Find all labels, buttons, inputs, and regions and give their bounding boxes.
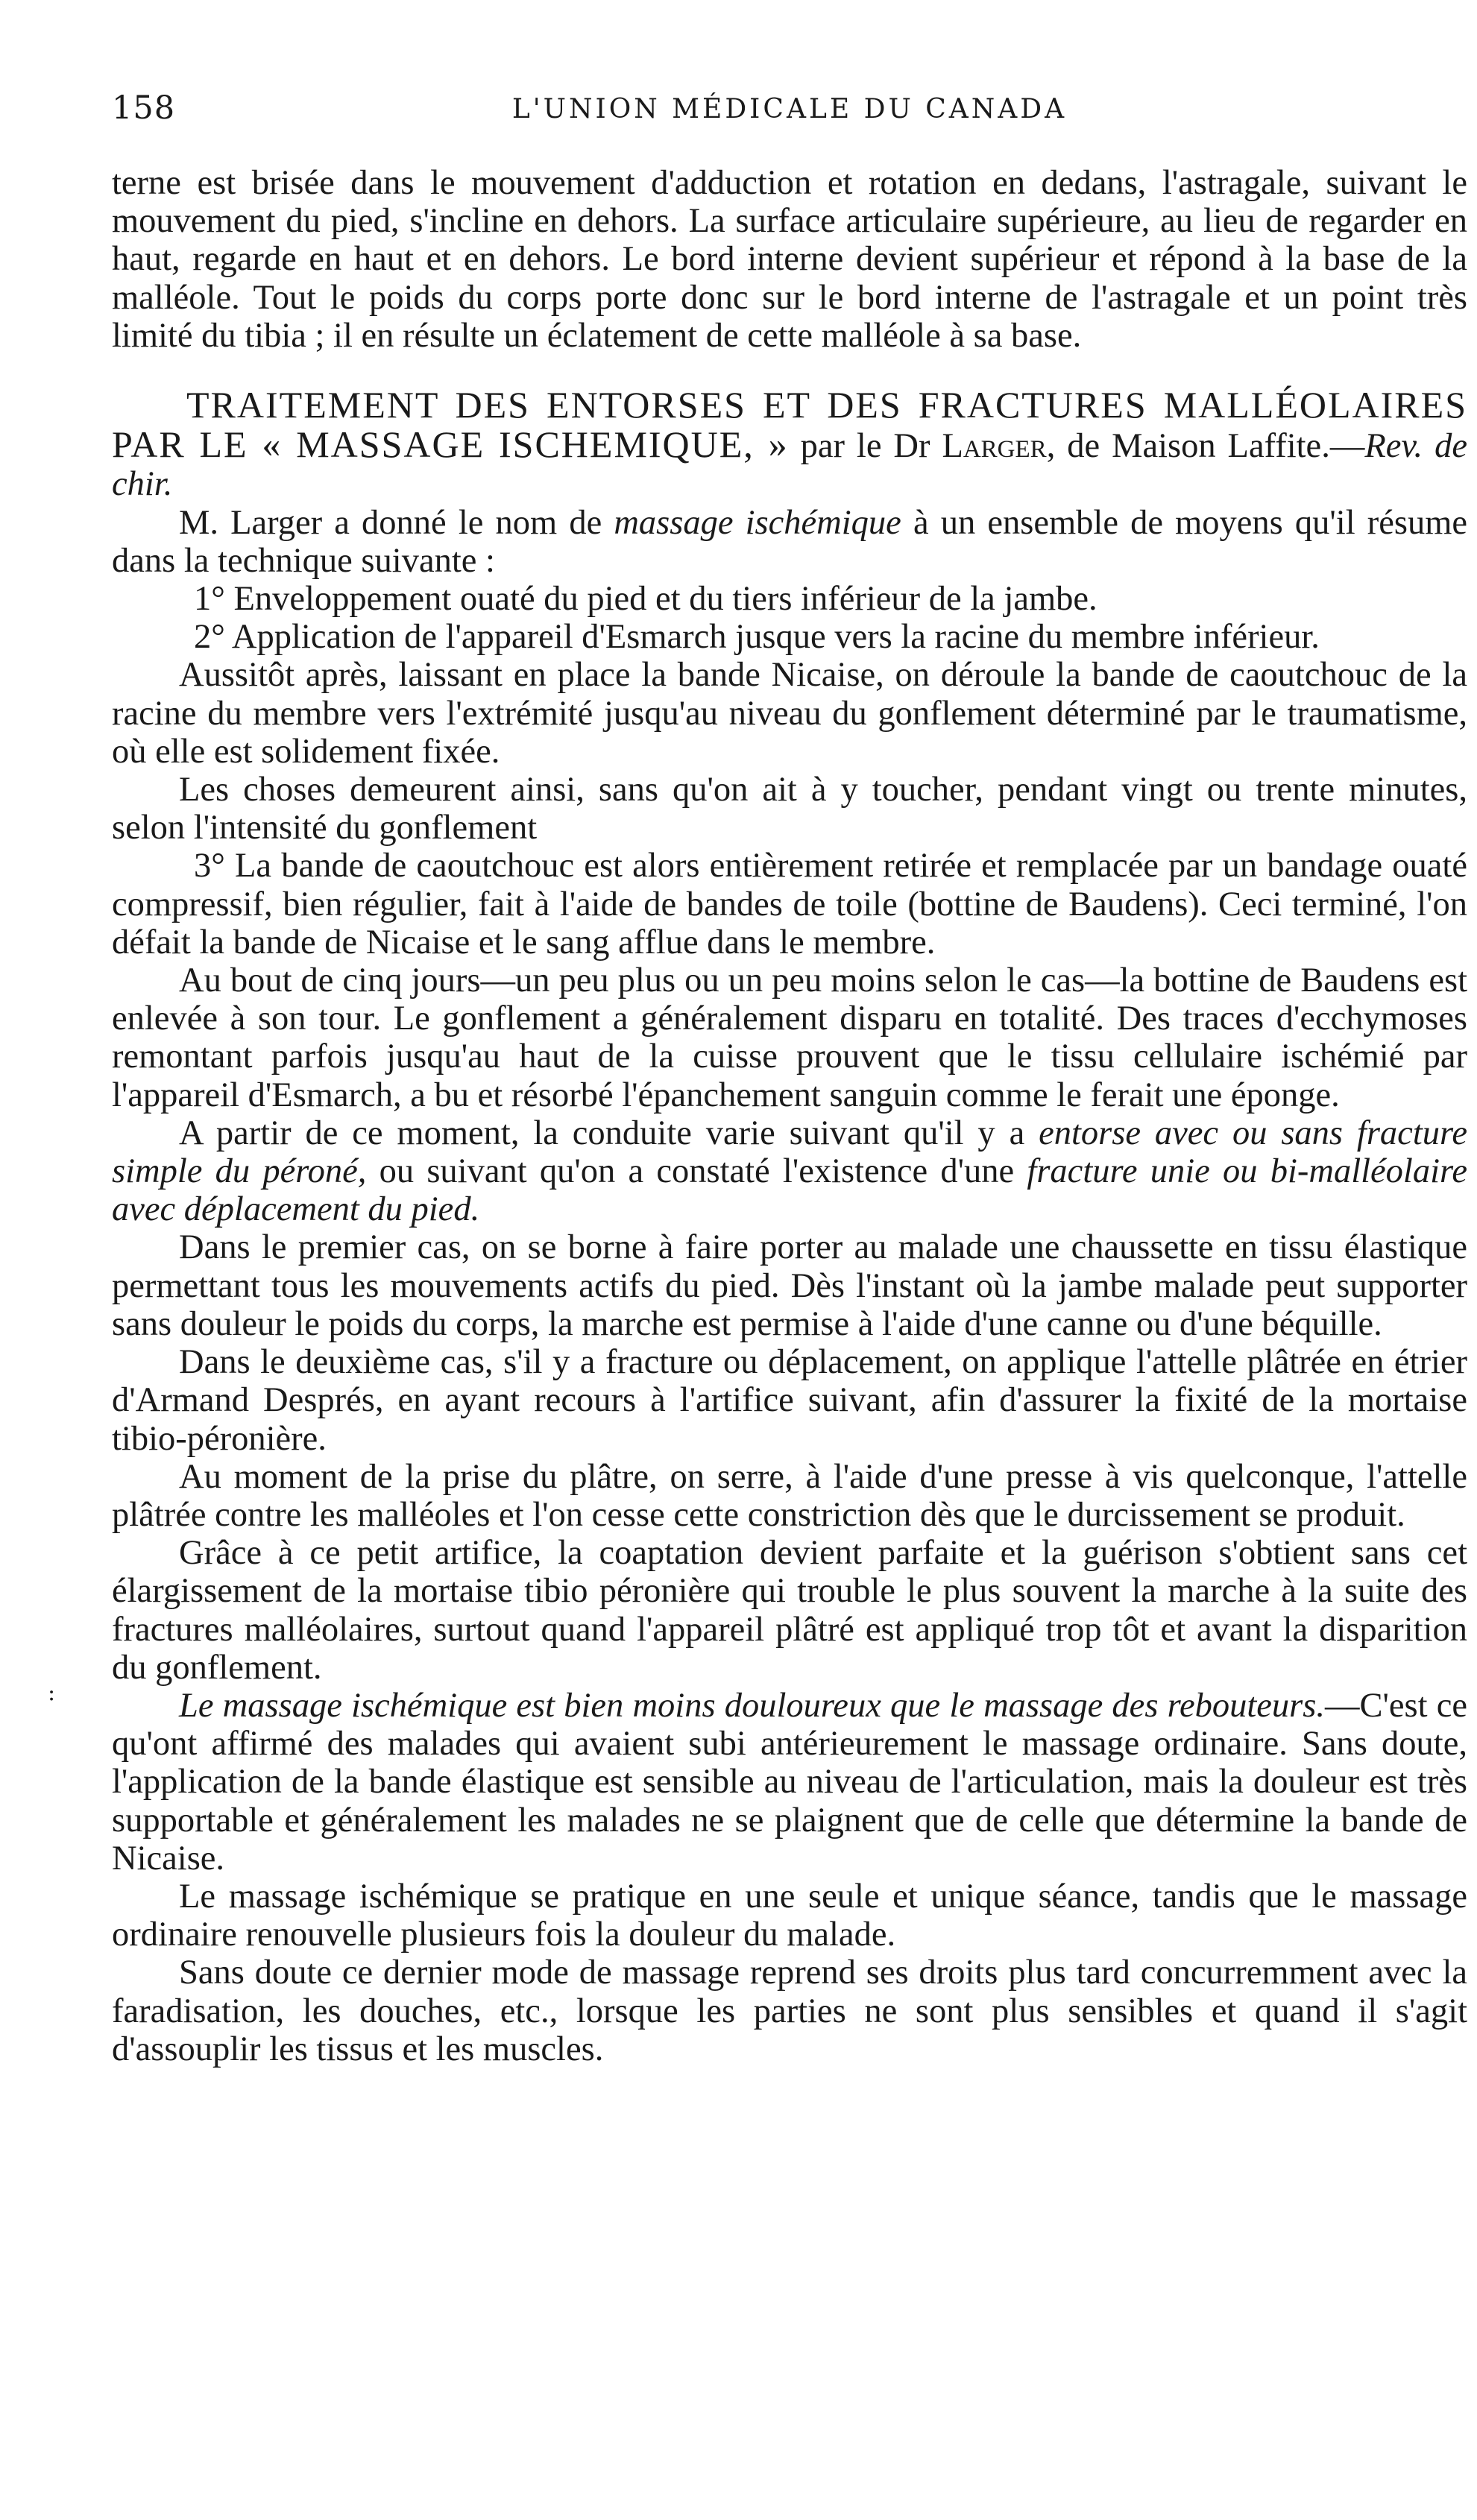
paragraph: Dans le premier cas, on se borne à faire porter au malade une chaussette en tissu élastique permettant tous les mouvements actifs du pied. Dès l'instant où la jambe malade peut supporter sans douleur le poids du corps, la marche est permise à l'aide d'une canne ou d'une béquille. xyxy=(112,1228,1467,1343)
list-item: 3° La bande de caoutchouc est alors entièrement retirée et remplacée par un bandage ouaté compressif, bien régulier, fait à l'aide de bandes de toile (bottine de Baudens). Ceci terminé, l'on défait la bande de Nicaise et le sang afflue dans le membre. xyxy=(112,847,1467,961)
paragraph xyxy=(112,1687,1467,1878)
paragraph: Le massage ischémique se pratique en une seule et unique séance, tandis que le massage ordinaire renouvelle plusieurs fois la douleur du malade. xyxy=(112,1877,1467,1954)
paragraph: Grâce à ce petit artifice, la coaptation devient parfaite et la guérison s'obtient sans cet élargissement de la mortaise tibio péronière qui trouble le plus souvent la marche à la suite des fractures malléolaires, surtout quand l'appareil plâtré est appliqué trop tôt et avant la disparition du gonflement. xyxy=(112,1534,1467,1687)
section-source: Rev. de chir. xyxy=(112,427,1468,504)
continued-paragraph: terne est brisée dans le mouvement d'adduction et rotation en dedans, l'astragale, suivant le mouvement du pied, s'incline en dehors. La surface articulaire supérieure, au lieu de regarder en haut, regarde en haut et en dehors. Le bord interne devient supérieur et répond à la base de la malléole. Tout le poids du corps porte donc sur le bord interne de l'astragale et un point très limité du tibia ; il en résulte un éclatement de cette malléole à sa base. xyxy=(112,164,1467,355)
paragraph: Au moment de la prise du plâtre, on serre, à l'aide d'une presse à vis quelconque, l'attelle plâtrée contre les malléoles et l'on cesse cette constriction dès que le durcissement se produit. xyxy=(112,1457,1467,1534)
paragraph-text: A partir de ce moment, la conduite varie suivant qu'il y a xyxy=(179,1114,1025,1152)
list-item: 2° Application de l'appareil d'Esmarch jusque vers la racine du membre inférieur. xyxy=(194,618,1320,657)
paragraph-emphasis: fracture unie ou bi-malléolaire avec déplacement du pied. xyxy=(112,1152,1468,1229)
section-title xyxy=(112,386,1467,504)
section-author: Larger xyxy=(942,427,1047,466)
paragraph-text: ou suivant qu'on a constaté l'existence d'une xyxy=(379,1152,1015,1191)
running-title: L'UNION MÉDICALE DU CANADA xyxy=(511,94,1068,124)
margin-mark: : xyxy=(48,1680,56,1706)
article-body xyxy=(112,164,1467,2068)
paragraph-text: —C'est ce qu'ont affirmé des malades qui avaient subi antérieurement le massage ordinaire. Sans doute, l'application de la bande élastique est sensible au niveau de l'articulation, mais la douleur est très supportable et généralement les malades ne se plaignent que de celle que détermine la bande de Nicaise. xyxy=(112,1686,1467,1878)
page-number: 158 xyxy=(112,89,176,127)
page xyxy=(112,89,1467,2475)
paragraph: Les choses demeurent ainsi, sans qu'on ait à y toucher, pendant vingt ou trente minutes, selon l'intensité du gonflement xyxy=(112,771,1467,847)
paragraph: Sans doute ce dernier mode de massage reprend ses droits plus tard concurremment avec la faradisation, les douches, etc., lorsque les parties ne sont plus sensibles et quand il s'agit d'assouplir les tissus et les muscles. xyxy=(112,1954,1467,2068)
paragraph-text: à un ensemble de moyens qu'il résume dans la technique suivante : xyxy=(112,503,1468,580)
paragraph-emphasis: massage ischémique xyxy=(614,503,901,542)
paragraph xyxy=(112,504,1467,580)
section-title-by: par le Dr xyxy=(800,427,930,466)
page-header xyxy=(112,89,1467,142)
paragraph: Au bout de cinq jours—un peu plus ou un peu moins selon le cas—la bottine de Baudens est enlevée à son tour. Le gonflement a généralement disparu en totalité. Des traces d'ecchymoses remontant parfois jusqu'au haut de la cuisse prouvent que le tissu cellulaire ischémié par l'appareil d'Esmarch, a bu et résorbé l'épanchement sanguin comme le ferait une éponge. xyxy=(112,961,1467,1114)
section-title-caps: TRAITEMENT DES ENTORSES ET DES FRACTURES MALLÉOLAIRES PAR LE « MASSAGE ISCHEMIQUE, » xyxy=(112,384,1467,466)
paragraph-emphasis: Le massage ischémique est bien moins douloureux que le massage des rebouteurs. xyxy=(179,1686,1325,1725)
paragraph: Dans le deuxième cas, s'il y a fracture ou déplacement, on applique l'attelle plâtrée en étrier d'Armand Després, en ayant recours à l'artifice suivant, afin d'assurer la fixité de la mortaise tibio-péronière. xyxy=(112,1343,1467,1458)
list-item: 1° Enveloppement ouaté du pied et du tiers inférieur de la jambe. xyxy=(194,580,1097,619)
paragraph-text: M. Larger a donné le nom de xyxy=(179,503,602,542)
section-title-place: , de Maison Laffite.— xyxy=(1046,427,1365,466)
paragraph xyxy=(112,1114,1467,1229)
paragraph-emphasis: entorse avec ou sans fracture simple du péroné, xyxy=(112,1114,1467,1191)
paragraph: Aussitôt après, laissant en place la bande Nicaise, on déroule la bande de caoutchouc de la racine du membre vers l'extrémité jusqu'au niveau du gonflement déterminé par le traumatisme, où elle est solidement fixée. xyxy=(112,656,1467,771)
